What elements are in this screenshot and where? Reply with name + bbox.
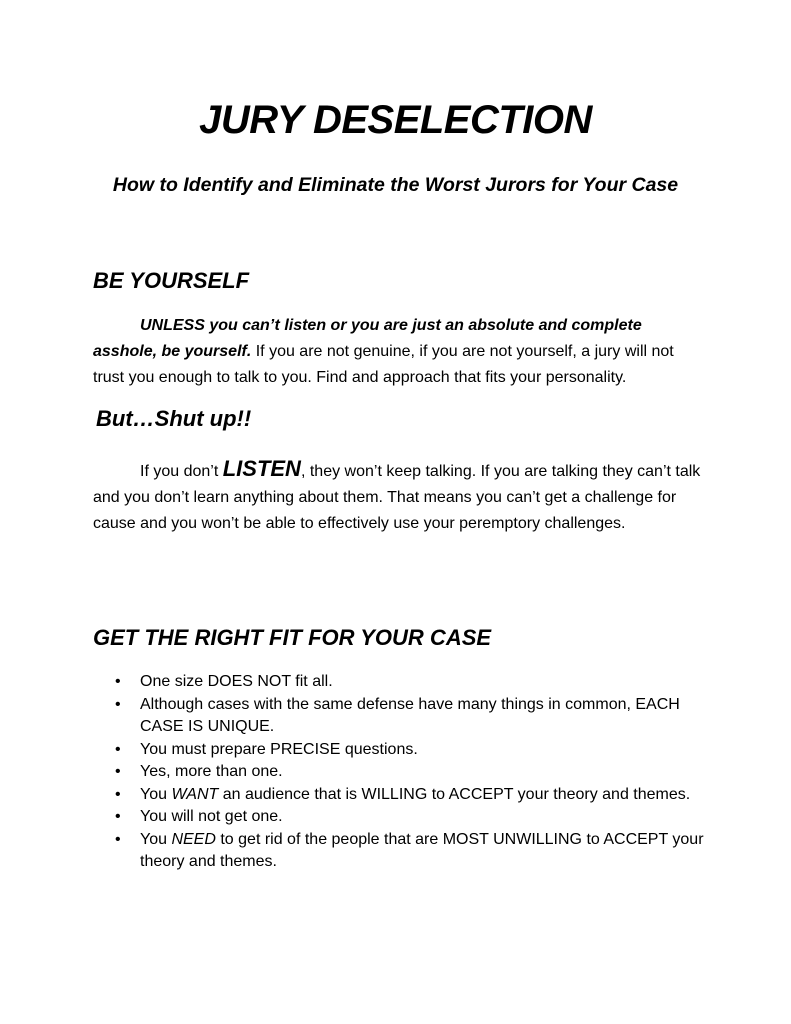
section-paragraph-shut-up	[93, 456, 703, 537]
list-item: • Although cases with the same defense have many things in common, EACH CASE IS UNIQUE.	[115, 695, 680, 735]
list-item: • You WANT an audience that is WILLING to ACCEPT your theory and themes.	[93, 784, 713, 807]
list-item: • You NEED to get rid of the people that are MOST UNWILLING to ACCEPT your theory and themes.	[115, 830, 704, 870]
bullet-icon: •	[115, 695, 121, 713]
bullet-icon: •	[115, 830, 121, 848]
list-item: • You must prepare PRECISE questions.	[93, 739, 713, 762]
emphasis-listen: LISTEN	[222, 456, 301, 481]
emphasis-text: WANT	[171, 785, 219, 803]
document-subtitle: How to Identify and Eliminate the Worst Jurors for Your Case	[112, 174, 679, 196]
list-item: • Yes, more than one.	[93, 761, 713, 784]
section-paragraph-be-yourself	[93, 313, 703, 391]
bullet-list	[93, 671, 713, 874]
document-title: JURY DESELECTION	[199, 98, 592, 142]
emphasis-text: NEED	[171, 830, 216, 848]
emphasis-text: UNLESS you can’t listen or you are just an absolute and complete asshole, be yourself.	[93, 317, 642, 360]
bullet-icon: •	[115, 763, 121, 780]
paragraph-text-before: If you don’t	[140, 463, 223, 480]
paragraph-text-after: , they won’t keep talking. If you are talking they can’t talk and you don’t learn anything about them. That means you can’t get a challenge for cause and you won’t be able to effectively use your peremptory challenges.	[93, 463, 701, 532]
section-heading-shut-up: But…Shut up!!	[96, 406, 252, 431]
bullet-icon: •	[115, 785, 121, 803]
section-heading-be-yourself: BE YOURSELF	[93, 268, 250, 293]
paragraph-text: If you are not genuine, if you are not yourself, a jury will not trust you enough to talk to you. Find and approach that fits your personality.	[93, 343, 674, 386]
section-heading-right-fit: GET THE RIGHT FIT FOR YOUR CASE	[93, 625, 492, 650]
list-item: • You will not get one.	[93, 806, 713, 829]
bullet-icon: •	[115, 740, 121, 758]
bullet-icon: •	[115, 808, 121, 825]
bullet-icon: •	[115, 673, 121, 690]
list-item: • One size DOES NOT fit all.	[93, 671, 713, 694]
